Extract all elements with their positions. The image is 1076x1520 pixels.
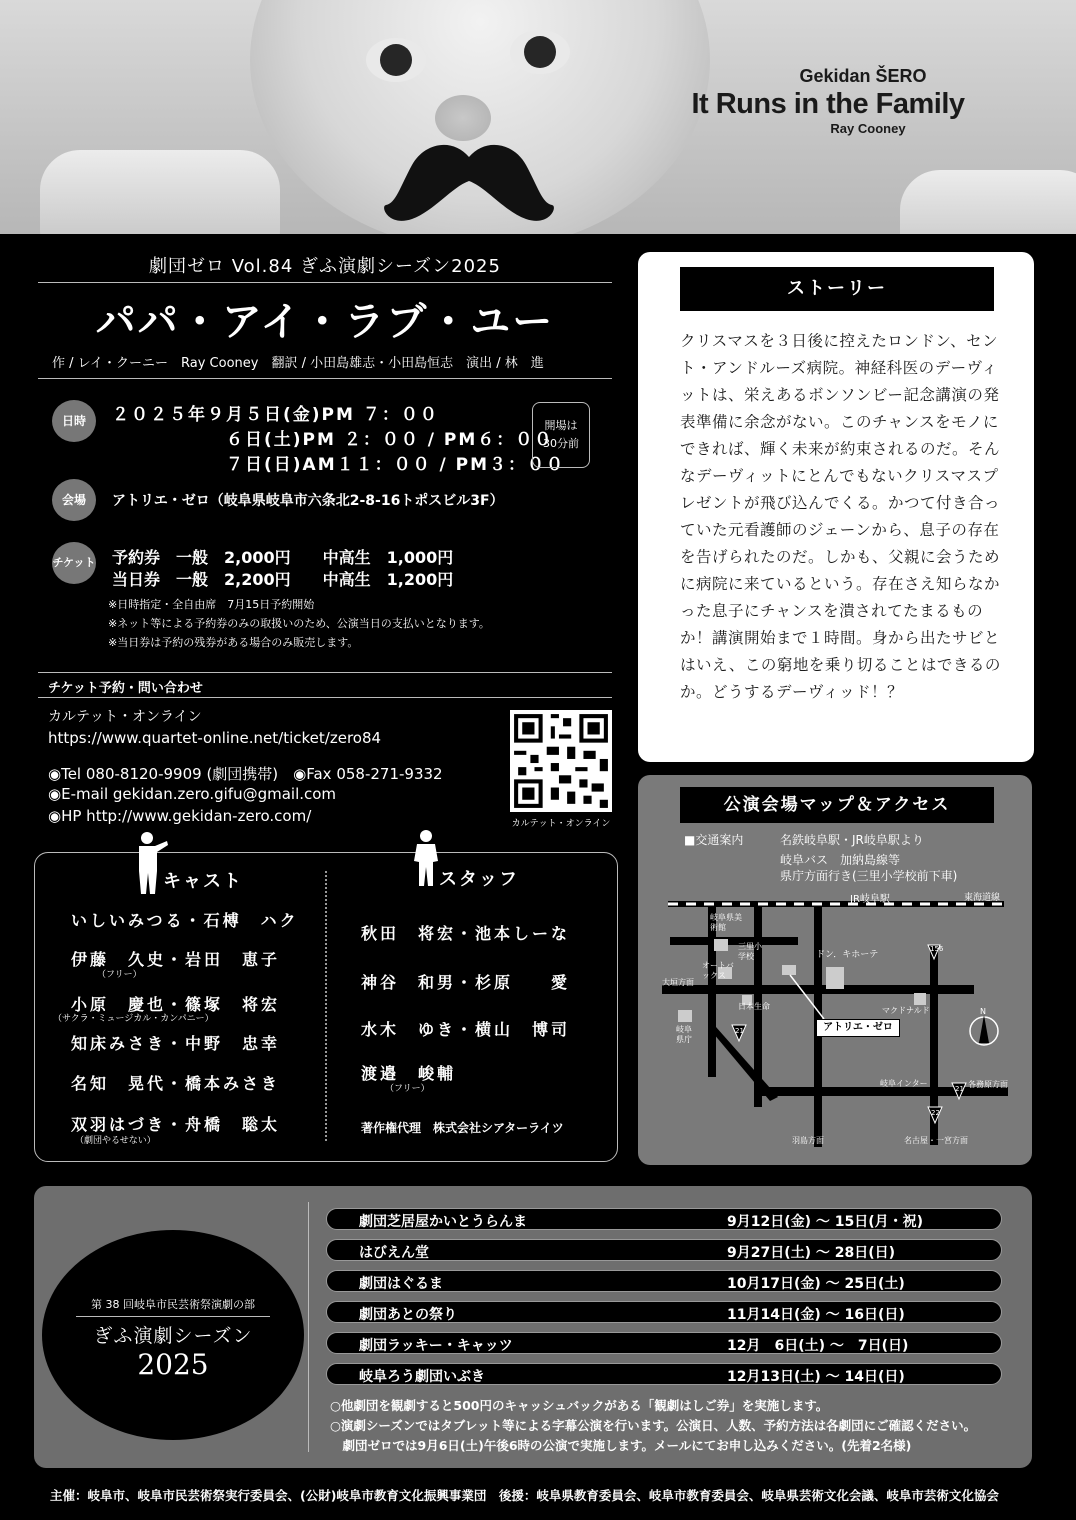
divider <box>38 282 612 283</box>
doors-open-text: 開場は <box>544 419 578 432</box>
access-map-panel <box>638 775 1032 1165</box>
online-shop-name: カルテット・オンライン <box>48 709 202 725</box>
story-heading: ストーリー <box>680 267 994 311</box>
map-label-venue: アトリエ・ゼロ <box>816 1019 900 1037</box>
venue-label-badge: 会場 <box>52 479 96 521</box>
route-156-icon: 156 <box>930 945 944 953</box>
cast-staff-box <box>34 852 618 1162</box>
cast-line: 双羽はづき・舟橋 聡太 <box>71 1115 281 1134</box>
staff-line: 秋田 将宏・池本しーな <box>361 924 571 943</box>
price-line-2: 当日券 一般 2,200円 中高生 1,200円 <box>112 570 454 589</box>
season-note: ○演劇シーズンではタブレット等による字幕公演を行います。公演日、人数、予約方法は各劇団にご確認ください。 <box>330 1418 977 1433</box>
brand-author: Ray Cooney <box>830 121 906 136</box>
map-label-hashima: 羽島方面 <box>792 1136 824 1145</box>
cast-line: 名知 晃代・橋本みさき <box>71 1074 281 1093</box>
season-row <box>326 1332 1002 1354</box>
ticket-url-link[interactable]: https://www.quartet-online.net/ticket/zero84 <box>48 729 382 747</box>
troupe-dates: 9月12日(金) ～ 15日(月・祝) <box>727 1214 924 1230</box>
map-label-kakamigahara: 各務原方面 <box>968 1080 1008 1089</box>
brand-company: Gekidan ŠERO <box>799 66 927 86</box>
cast-heading: キャスト <box>163 871 243 892</box>
troupe-dates: 12月 6日(土) ～ 7日(日) <box>727 1338 909 1354</box>
season-row <box>326 1363 1002 1385</box>
route-22-icon: 22 <box>931 1109 940 1117</box>
doors-open-box <box>532 402 590 468</box>
troupe-dates: 12月13日(土) ～ 14日(日) <box>727 1369 905 1385</box>
hero-photo <box>0 0 1076 234</box>
troupe-name: 劇団芝居屋かいとうらんま <box>359 1214 527 1230</box>
staff-silhouette-icon <box>413 829 439 887</box>
cast-note: （サクラ・ミュージカル・カンパニー） <box>53 1014 214 1024</box>
series-line: 劇団ゼロ Vol.84 ぎふ演劇シーズン2025 <box>149 256 501 277</box>
baby-eye-left <box>366 38 426 82</box>
divider <box>308 1202 309 1452</box>
access-line: 岐阜バス 加納島線等 <box>780 853 901 867</box>
map-label-pref-office: 岐阜県庁 <box>676 1025 692 1044</box>
map-label-school: 三里小学校 <box>738 942 762 961</box>
copyright-agent: 著作権代理 株式会社シアターライツ <box>361 1121 564 1135</box>
map-label-gifu-ic: 岐阜インター <box>880 1079 928 1088</box>
baby-eye-right <box>510 30 570 74</box>
story-body: クリスマスを３日後に控えたロンドン、セント・アンドルーズ病院。神経科医のデーヴィットは、栄えあるボンソンビー記念講演の発表準備に余念がない。このチャンスをモノにできれば、輝く未来が約束されるのだ。そんなデーヴィットにとんでもないクリスマスプレゼントが飛び込んでくる。かつて付き合っていた元看護師のジェーンから、息子の存在を告げられたのだ。しかも、父親に会うために病院に来ているという。存在さえ知らなかった息子にチャンスを潰されてたまるものか！講演開始まで１時間。身から出たサビとはいえ、この窮地を乗り切ることはできるのか。どうするデーヴィッド！？ <box>680 332 1001 701</box>
season-note: ○他劇団を観劇すると500円のキャッシュバックがある「観劇はしご券」を実施します。 <box>330 1398 829 1413</box>
contact-heading: チケット予約・問い合わせ <box>48 681 203 696</box>
season-note: 劇団ゼロでは9月6日(土)午後6時の公演で実施します。メールにてお申し込みください。(先着2名様) <box>330 1438 912 1453</box>
divider <box>38 378 612 379</box>
season-title: ぎふ演劇シーズン <box>76 1316 270 1348</box>
column-divider <box>325 871 327 1141</box>
map-label-donki: ドン．キホーテ <box>816 950 879 960</box>
date-line-3: ７日(日)AM１１：００ / PM３：００ <box>226 455 566 475</box>
organizers-footer: 主催：岐阜市、岐阜市民芸術祭実行委員会、(公財)岐阜市教育文化振興事業団 後援：岐阜県教育委員会、岐阜市教育委員会、岐阜県芸術文化会議、岐阜市芸術文化協会 <box>50 1488 999 1503</box>
cast-line: 小原 慶也・篠塚 将宏 <box>71 995 281 1014</box>
season-year: 2025 <box>137 1348 209 1381</box>
map-label-jr-station: JR岐阜駅 <box>850 894 890 905</box>
divider <box>38 697 612 698</box>
season-row <box>326 1239 1002 1261</box>
troupe-dates: 10月17日(金) ～ 25日(土) <box>727 1276 905 1292</box>
baby-hand-right <box>900 170 1076 234</box>
staff-line: 神谷 和男・杉原 愛 <box>361 973 571 992</box>
troupe-name: はびえん堂 <box>359 1245 429 1261</box>
troupe-dates: 9月27日(土) ～ 28日(日) <box>727 1245 896 1261</box>
season-row <box>326 1301 1002 1323</box>
tel-fax-line: ◉Tel 080-8120-9909 (劇団携帯) ◉Fax 058-271-9332 <box>48 765 443 783</box>
troupe-name: 岐阜ろう劇団いぶき <box>359 1369 485 1385</box>
staff-note: （フリー） <box>385 1084 430 1094</box>
staff-line: 水木 ゆき・横山 博司 <box>361 1020 571 1039</box>
baby-hand-left <box>40 150 280 234</box>
credits: 作 / レイ・クーニー Ray Cooney 翻訳 / 小田島雄志・小田島恒志 演出 / 林 進 <box>52 356 544 371</box>
map-label-tokaido: 東海道線 <box>964 893 1001 903</box>
ticket-note-2: ※ネット等による予約券のみの取扱いのため、公演当日の支払いとなります。 <box>108 617 490 630</box>
troupe-name: 劇団はぐるま <box>359 1276 443 1292</box>
route-21-icon: 21 <box>735 1027 744 1035</box>
venue-text: アトリエ・ゼロ（岐阜県岐阜市六条北2-8-16トポスビル3F） <box>112 493 504 509</box>
map-label-nissay: 日本生命 <box>738 1002 770 1011</box>
map-heading: 公演会場マップ＆アクセス <box>680 787 994 823</box>
staff-heading: スタッフ <box>439 869 519 890</box>
date-line-2: ６日(土)PM ２：００ / PM６：００ <box>226 430 554 450</box>
brand-block <box>678 66 978 136</box>
ticket-label-badge: チケット <box>52 542 96 584</box>
cast-line: いしいみつる・石榑 ハク <box>71 911 299 930</box>
map-label-autobacs: オートバックス <box>702 961 734 980</box>
ticket-note-3: ※当日券は予約の残券がある場合のみ販売します。 <box>108 636 359 649</box>
season-row <box>326 1270 1002 1292</box>
map-label-museum: 岐阜県美術館 <box>710 913 742 932</box>
staff-line: 渡邉 峻輔 <box>361 1064 457 1083</box>
route-21-icon: 21 <box>955 1085 964 1093</box>
play-title: パパ・アイ・ラブ・ユー <box>95 299 555 345</box>
troupe-name: 劇団あとの祭り <box>359 1307 457 1323</box>
troupe-dates: 11月14日(金) ～ 16日(日) <box>727 1307 905 1323</box>
troupe-name: 劇団ラッキー・キャッツ <box>359 1338 513 1354</box>
email-link[interactable]: ◉E-mail gekidan.zero.gifu@gmail.com <box>48 785 337 803</box>
brand-title: It Runs in the Family <box>691 88 965 120</box>
cast-line: 伊藤 久史・岩田 恵子 <box>71 950 281 969</box>
date-line-1: ２０２５年９月５日(金)PM ７：００ <box>112 405 439 425</box>
cast-note: （フリー） <box>97 970 142 980</box>
ticket-note-1: ※日時指定・全自由席 7月15日予約開始 <box>108 598 315 611</box>
theatre-season-box <box>34 1186 1032 1468</box>
access-line: 県庁方面行き(三里小学校前下車) <box>780 869 958 883</box>
story-panel <box>638 252 1034 762</box>
doors-open-time: 30分前 <box>543 437 579 450</box>
season-row <box>326 1208 1002 1230</box>
divider <box>38 672 612 673</box>
date-label-badge: 日時 <box>52 400 96 442</box>
cast-note: （劇団やるせない） <box>75 1136 156 1146</box>
qr-code-icon[interactable] <box>510 710 612 812</box>
north-arrow-icon: N <box>980 1007 986 1016</box>
map-label-ogaki: 大垣方面 <box>662 978 694 987</box>
map-label-mcdonalds: マクドナルド <box>882 1006 930 1015</box>
qr-label: カルテット・オンライン <box>511 819 611 829</box>
access-label: ■交通案内 <box>684 833 744 847</box>
cast-line: 知床みさき・中野 忠幸 <box>71 1034 281 1053</box>
homepage-link[interactable]: ◉HP http://www.gekidan-zero.com/ <box>48 807 312 825</box>
map-label-nagoya: 名古屋・一宮方面 <box>904 1136 968 1145</box>
access-line: 名鉄岐阜駅・JR岐阜駅より <box>780 833 924 847</box>
price-line-1: 予約券 一般 2,000円 中高生 1,000円 <box>112 548 454 567</box>
season-subtitle: 第 38 回岐阜市民芸術祭演劇の部 <box>91 1298 255 1311</box>
mustache-icon <box>382 135 557 230</box>
season-emblem <box>42 1230 304 1440</box>
